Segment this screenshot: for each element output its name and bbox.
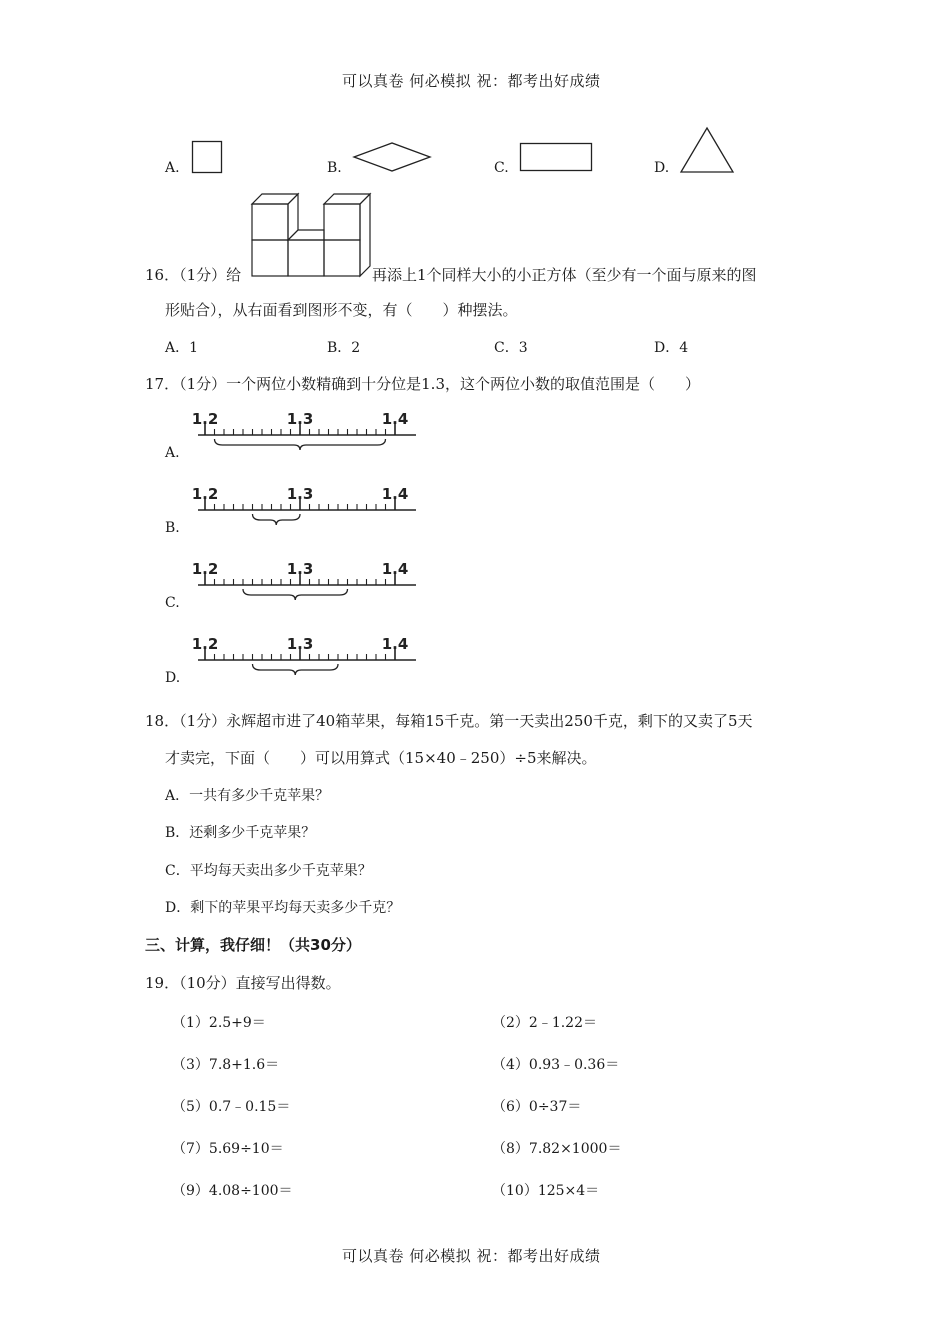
- tick-label-1-2: 1.2: [191, 560, 219, 578]
- q17-number-line-a: [190, 408, 430, 468]
- tick-label-1-4: 1.4: [381, 635, 409, 653]
- tick-label-1-2: 1.2: [191, 635, 219, 653]
- q18-option-a: A．一共有多少千克苹果？: [165, 788, 330, 804]
- q15-option-d-label: D.: [654, 160, 670, 176]
- tick-label-1-4: 1.4: [381, 410, 409, 428]
- section-3-title: 三、计算，我仔细！（共30分）: [145, 936, 361, 954]
- q15-option-a-label: A.: [165, 160, 180, 176]
- q18-option-b: B．还剩多少千克苹果？: [165, 825, 316, 841]
- q17-number-line-c: [190, 558, 430, 618]
- q18-option-c: C．平均每天卖出多少千克苹果？: [165, 863, 372, 879]
- q17-option-a-label: A.: [165, 445, 180, 461]
- page-footer: 可以真卷 何必模拟 祝：都考出好成绩: [342, 1247, 601, 1265]
- range-brace-c: [243, 589, 348, 600]
- tick-label-1-3: 1.3: [286, 410, 314, 428]
- page-header: 可以真卷 何必模拟 祝：都考出好成绩: [342, 72, 601, 90]
- q17-stem: 17．（1分）一个两位小数精确到十分位是1.3，这个两位小数的取值范围是（ ）: [145, 375, 700, 393]
- tick-label-1-3: 1.3: [286, 635, 314, 653]
- q16-line1: 再添上1个同样大小的小正方体（至少有一个面与原来的图: [372, 266, 757, 284]
- q17-option-c-label: C.: [165, 595, 180, 611]
- tick-label-1-3: 1.3: [286, 485, 314, 503]
- range-brace-d: [253, 664, 339, 675]
- q15-option-b-label: B.: [327, 160, 342, 176]
- q17-option-b-label: B.: [165, 520, 180, 536]
- q17-option-d-label: D.: [165, 670, 181, 686]
- q15-option-c-label: C.: [494, 160, 509, 176]
- q19-item-8: （8）7.82×1000＝: [492, 1141, 622, 1157]
- cube-figure-icon: [250, 192, 374, 278]
- tick-label-1-4: 1.4: [381, 560, 409, 578]
- q18-option-d: D．剩下的苹果平均每天卖多少千克？: [165, 900, 401, 916]
- rhombus-icon: [353, 142, 431, 172]
- tick-label-1-2: 1.2: [191, 410, 219, 428]
- q19-item-10: （10）125×4＝: [492, 1183, 600, 1199]
- q17-number-line-d: [190, 633, 430, 693]
- q16-option-c: C．3: [494, 340, 528, 356]
- q16-option-b: B．2: [327, 340, 361, 356]
- q19-stem: 19．（10分）直接写出得数。: [145, 974, 341, 992]
- range-brace-a: [215, 439, 386, 450]
- q19-item-6: （6）0÷37＝: [492, 1099, 582, 1115]
- q19-item-4: （4）0.93﹣0.36＝: [492, 1057, 620, 1073]
- range-brace-b: [253, 514, 301, 525]
- q16-option-a: A．1: [165, 340, 199, 356]
- q16-prefix: 16．（1分）给: [145, 266, 242, 284]
- tick-label-1-3: 1.3: [286, 560, 314, 578]
- q19-item-3: （3）7.8+1.6＝: [172, 1057, 280, 1073]
- square-icon: [192, 141, 222, 173]
- q19-item-2: （2）2﹣1.22＝: [492, 1015, 597, 1031]
- tick-label-1-2: 1.2: [191, 485, 219, 503]
- q18-line1: 18．（1分）永辉超市进了40箱苹果，每箱15千克。第一天卖出250千克，剩下的又卖了5天: [145, 712, 753, 730]
- q19-item-7: （7）5.69÷10＝: [172, 1141, 284, 1157]
- q17-number-line-b: [190, 483, 430, 543]
- triangle-icon: [680, 127, 734, 173]
- q18-line2: 才卖完，下面（ ）可以用算式（15×40﹣250）÷5来解决。: [165, 749, 597, 767]
- q16-option-d: D．4: [654, 340, 689, 356]
- q19-item-5: （5）0.7﹣0.15＝: [172, 1099, 291, 1115]
- q19-item-9: （9）4.08÷100＝: [172, 1183, 293, 1199]
- tick-label-1-4: 1.4: [381, 485, 409, 503]
- q19-item-1: （1）2.5+9＝: [172, 1015, 266, 1031]
- rectangle-icon: [520, 143, 592, 171]
- q16-line2: 形贴合），从右面看到图形不变，有（ ）种摆法。: [165, 301, 518, 319]
